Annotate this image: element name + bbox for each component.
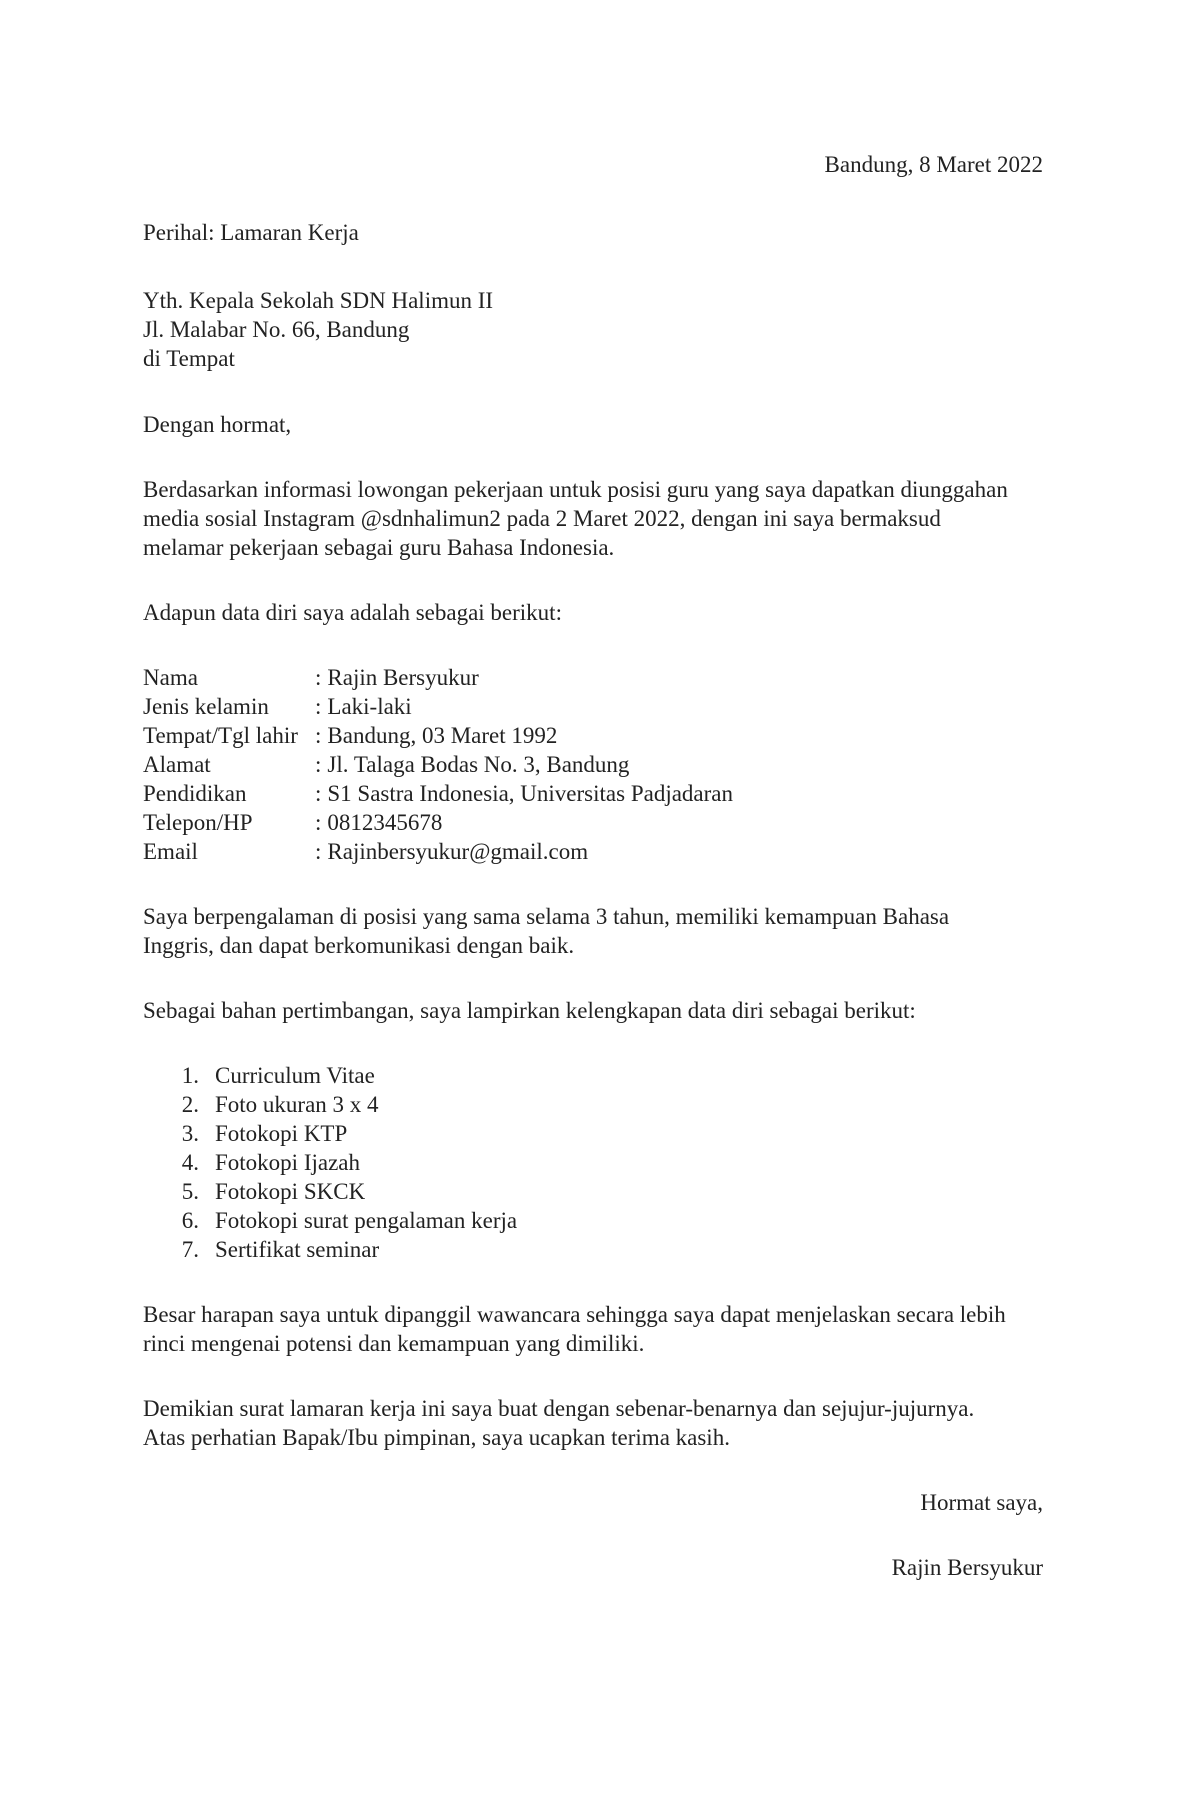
paragraph-line: Inggris, dan dapat berkomunikasi dengan baik. [143, 933, 575, 958]
data-value: Bandung, 03 Maret 1992 [327, 723, 558, 748]
attachment-item [143, 1206, 1043, 1235]
data-value: Jl. Talaga Bodas No. 3, Bandung [327, 752, 630, 777]
recipient-line: Yth. Kepala Sekolah SDN Halimun II [143, 288, 494, 313]
letter-date: Bandung, 8 Maret 2022 [824, 152, 1043, 177]
data-separator: : [315, 781, 322, 806]
attachment-item [143, 1235, 1043, 1264]
data-label: Telepon/HP [143, 810, 253, 835]
data-label: Pendidikan [143, 781, 247, 806]
attachments-intro: Sebagai bahan pertimbangan, saya lampirkan kelengkapan data diri sebagai berikut: [143, 998, 916, 1023]
attachment-number: 3. [181, 1121, 199, 1146]
attachment-text: Fotokopi KTP [215, 1121, 348, 1146]
personal-data-row [143, 721, 1043, 750]
personal-data-row [143, 750, 1043, 779]
attachment-number: 4. [181, 1150, 199, 1175]
attachment-item [143, 1177, 1043, 1206]
data-intro: Adapun data diri saya adalah sebagai berikut: [143, 600, 562, 625]
data-value: Rajin Bersyukur [327, 665, 479, 690]
paragraph-line: melamar pekerjaan sebagai guru Bahasa Indonesia. [143, 535, 615, 560]
personal-data-row [143, 837, 1043, 866]
personal-data-row [143, 808, 1043, 837]
experience-paragraph [143, 902, 1043, 960]
personal-data-row [143, 663, 1043, 692]
data-label: Alamat [143, 752, 211, 777]
paragraph-line: rinci mengenai potensi dan kemampuan yang dimiliki. [143, 1331, 645, 1356]
letter-content [143, 150, 1043, 1582]
attachment-item [143, 1061, 1043, 1090]
attachment-item [143, 1119, 1043, 1148]
recipient-line: di Tempat [143, 346, 235, 371]
attachment-number: 6. [181, 1208, 199, 1233]
attachment-text: Fotokopi SKCK [215, 1179, 366, 1204]
closing-paragraph [143, 1394, 1043, 1452]
data-separator: : [315, 694, 322, 719]
salutation: Dengan hormat, [143, 412, 292, 437]
data-label: Jenis kelamin [143, 694, 269, 719]
personal-data-row [143, 692, 1043, 721]
attachment-number: 5. [181, 1179, 199, 1204]
sign-off: Hormat saya, [920, 1490, 1043, 1515]
attachment-number: 7. [181, 1237, 199, 1262]
paragraph-line: Besar harapan saya untuk dipanggil wawancara sehingga saya dapat menjelaskan secara lebih [143, 1302, 1006, 1327]
attachments-list [143, 1061, 1043, 1264]
paragraph-line: media sosial Instagram @sdnhalimun2 pada 2 Maret 2022, dengan ini saya bermaksud [143, 506, 941, 531]
recipient-line: Jl. Malabar No. 66, Bandung [143, 317, 410, 342]
attachment-item [143, 1090, 1043, 1119]
data-separator: : [315, 810, 322, 835]
recipient-block [143, 286, 1043, 373]
data-value: Rajinbersyukur@gmail.com [327, 839, 589, 864]
attachment-item [143, 1148, 1043, 1177]
attachment-text: Sertifikat seminar [215, 1237, 380, 1262]
attachment-text: Foto ukuran 3 x 4 [215, 1092, 379, 1117]
intro-paragraph [143, 475, 1043, 562]
data-label: Nama [143, 665, 198, 690]
attachment-text: Fotokopi surat pengalaman kerja [215, 1208, 518, 1233]
letter-subject: Perihal: Lamaran Kerja [143, 220, 359, 245]
data-value: 0812345678 [327, 810, 443, 835]
data-separator: : [315, 839, 322, 864]
data-separator: : [315, 665, 322, 690]
data-separator: : [315, 752, 322, 777]
paragraph-line: Demikian surat lamaran kerja ini saya buat dengan sebenar-benarnya dan sejujur-jujurnya. [143, 1396, 975, 1421]
paragraph-line: Saya berpengalaman di posisi yang sama selama 3 tahun, memiliki kemampuan Bahasa [143, 904, 950, 929]
attachment-number: 2. [181, 1092, 199, 1117]
attachment-text: Fotokopi Ijazah [215, 1150, 360, 1175]
paragraph-line: Berdasarkan informasi lowongan pekerjaan untuk posisi guru yang saya dapatkan diunggahan [143, 477, 1008, 502]
attachment-text: Curriculum Vitae [215, 1063, 375, 1088]
hope-paragraph [143, 1300, 1043, 1358]
data-value: Laki-laki [327, 694, 412, 719]
data-label: Tempat/Tgl lahir [143, 723, 298, 748]
attachment-number: 1. [181, 1063, 199, 1088]
paragraph-line: Atas perhatian Bapak/Ibu pimpinan, saya ucapkan terima kasih. [143, 1425, 730, 1450]
personal-data-list [143, 663, 1043, 866]
data-value: S1 Sastra Indonesia, Universitas Padjadaran [327, 781, 733, 806]
data-separator: : [315, 723, 322, 748]
signer-name: Rajin Bersyukur [891, 1555, 1043, 1580]
data-label: Email [143, 839, 198, 864]
personal-data-row [143, 779, 1043, 808]
